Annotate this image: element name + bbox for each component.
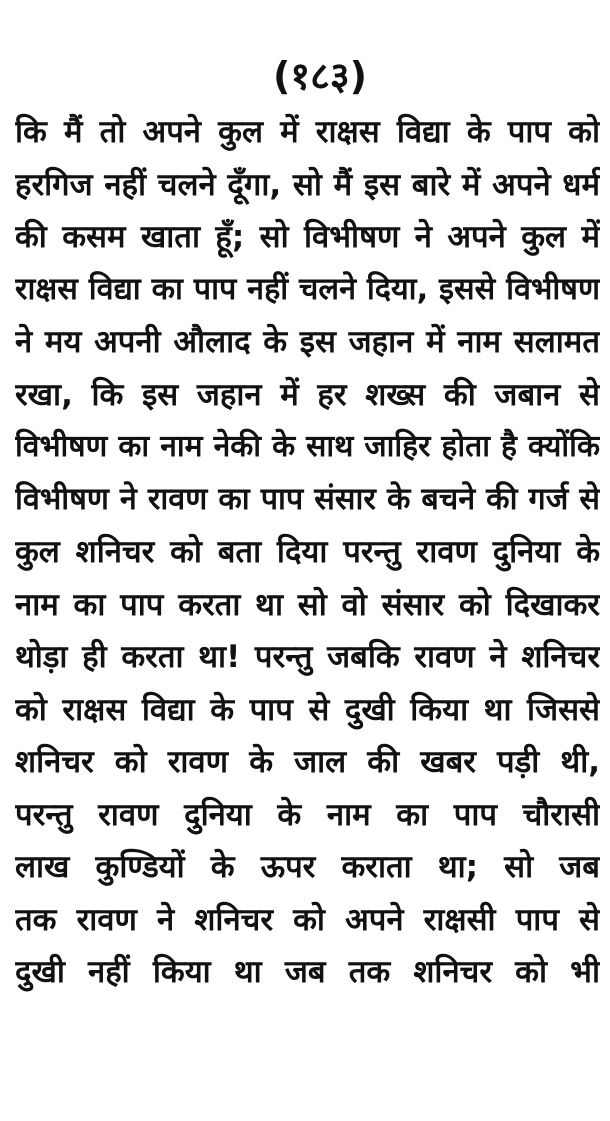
text-line: थोड़ा ही करता था! परन्तु जबकि रावण ने शनिचर	[15, 639, 600, 675]
page-number: (१८३)	[272, 54, 367, 98]
text-line: विभीषण का नाम नेकी के साथ जाहिर होता है क्योंकि	[15, 429, 600, 464]
text-line: की कसम खाता हूँ; सो विभीषण ने अपने कुल में	[15, 219, 600, 255]
body-text	[15, 106, 600, 999]
text-line: ने मय अपनी औलाद के इस जहान में नाम सलामत	[15, 324, 600, 360]
text-line: कुल शनिचर को बता दिया परन्तु रावण दुनिया के	[15, 534, 600, 570]
text-line: नाम का पाप करता था सो वो संसार को दिखाकर	[15, 586, 600, 623]
text-line: हरगिज नहीं चलने दूँगा, सो मैं इस बारे में अपने धर्म	[15, 166, 600, 203]
text-line: लाख कुण्डियों के ऊपर कराता था; सो जब	[15, 849, 600, 885]
text-line: विभीषण ने रावण का पाप संसार के बचने की गर्ज से	[15, 481, 600, 517]
text-line: रखा, कि इस जहान में हर शख्स की जबान से	[15, 376, 600, 413]
text-line: कि मैं तो अपने कुल में राक्षस विद्या के पाप को	[15, 114, 600, 150]
text-line: दुखी नहीं किया था जब तक शनिचर को भी	[15, 954, 600, 990]
text-line: शनिचर को रावण के जाल की खबर पड़ी थी,	[15, 744, 600, 780]
text-line: परन्तु रावण दुनिया के नाम का पाप चौरासी	[15, 796, 600, 833]
text-line: राक्षस विद्या का पाप नहीं चलने दिया, इससे विभीषण	[15, 271, 600, 307]
text-line: तक रावण ने शनिचर को अपने राक्षसी पाप से	[15, 901, 600, 938]
text-line: को राक्षस विद्या के पाप से दुखी किया था जिससे	[15, 691, 600, 728]
